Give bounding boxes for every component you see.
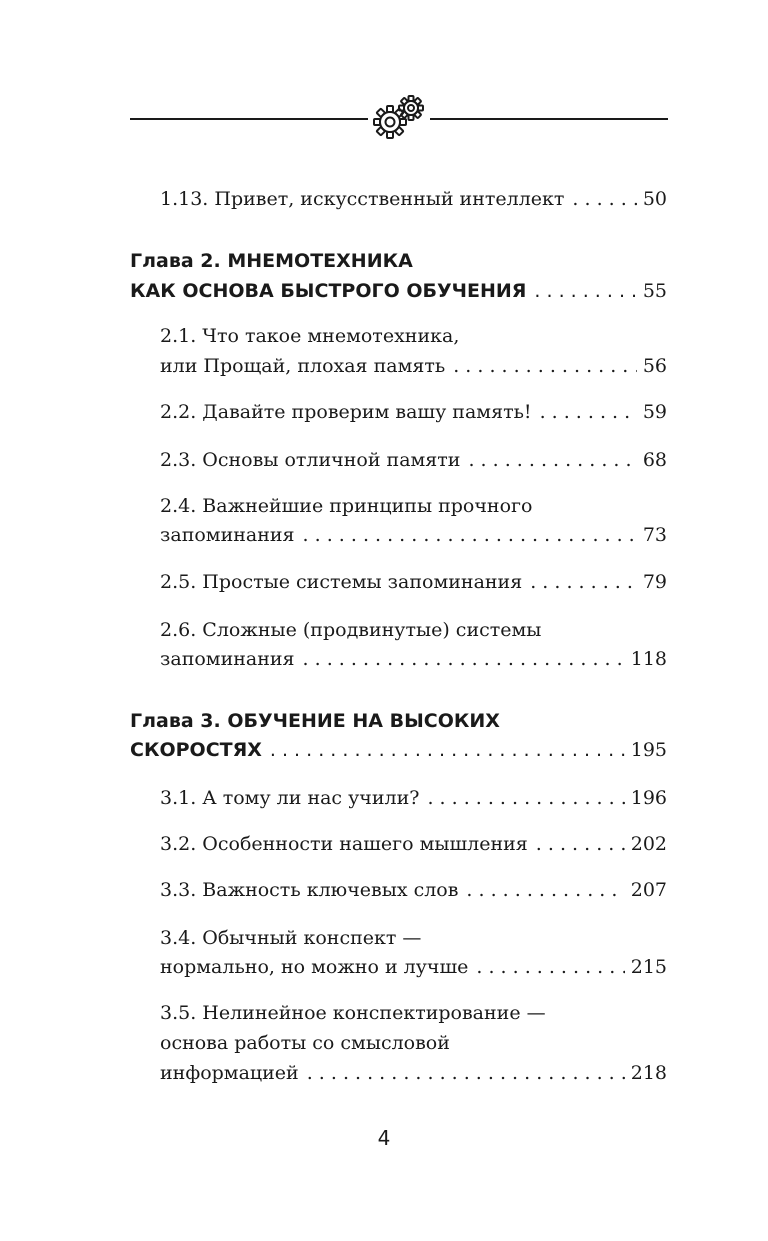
- leader-dots: [307, 1058, 625, 1088]
- header-ornament: [0, 0, 768, 150]
- leader-dots: [476, 952, 624, 982]
- page-ref: 196: [630, 787, 667, 809]
- toc-entry-2-5: 2.5. Простые системы запоминания . . . 79: [160, 567, 667, 597]
- leader-dots: [536, 829, 625, 859]
- page-ref: 215: [630, 956, 667, 978]
- toc-entry-2-4: запоминания . . . 73: [160, 520, 667, 550]
- leader-dots: [427, 783, 624, 813]
- toc-entry-3-2: 3.2. Особенности нашего мышления . . . 202: [160, 829, 667, 859]
- page-ref: 56: [642, 355, 667, 377]
- page-ref: 79: [642, 571, 667, 593]
- gear-icon: [370, 94, 428, 142]
- leader-dots: [303, 520, 637, 550]
- toc-chapter-3-title: Глава 3. ОБУЧЕНИЕ НА ВЫСОКИХ: [130, 710, 500, 732]
- page-ref: 50: [642, 188, 667, 210]
- leader-dots: [530, 567, 637, 597]
- toc-entry-2-1-title: 2.1. Что такое мнемотехника,: [160, 325, 460, 347]
- leader-dots: [270, 735, 625, 765]
- toc-entry-3-1: 3.1. А тому ли нас учили? . . . 196: [160, 783, 667, 813]
- toc-entry-3-3: 3.3. Важность ключевых слов . . . 207: [160, 875, 667, 905]
- ornament-rule-right: [430, 118, 668, 120]
- leader-dots: [466, 875, 624, 905]
- toc-chapter-3: СКОРОСТЯХ . . . 195: [130, 735, 667, 765]
- toc-entry-2-6-title: 2.6. Сложные (продвинутые) системы: [160, 619, 542, 641]
- leader-dots: [572, 184, 636, 214]
- page-ref: 202: [630, 833, 667, 855]
- page-ref: 55: [642, 280, 667, 302]
- leader-dots: [534, 276, 636, 306]
- toc-entry-3-5: информацией . . . 218: [160, 1058, 667, 1088]
- toc-entry-1-13: 1.13. Привет, искусственный интеллект . . . 50: [160, 184, 667, 214]
- page-ref: 68: [642, 449, 667, 471]
- page-ref: 118: [630, 648, 667, 670]
- leader-dots: [303, 644, 625, 674]
- page-number: 4: [377, 1126, 391, 1150]
- page-ref: 207: [630, 879, 667, 901]
- toc-entry-3-4-title: 3.4. Обычный конспект —: [160, 927, 422, 949]
- toc-entry-2-2: 2.2. Давайте проверим вашу память! . . . 59: [160, 397, 667, 427]
- page-ref: 218: [630, 1062, 667, 1084]
- leader-dots: [453, 351, 637, 381]
- toc-entry-3-5-line-2: основа работы со смысловой: [160, 1032, 450, 1054]
- leader-dots: [468, 445, 636, 475]
- ornament-rule-left: [130, 118, 368, 120]
- toc-entry-2-3: 2.3. Основы отличной памяти . . . 68: [160, 445, 667, 475]
- toc-chapter-2: КАК ОСНОВА БЫСТРОГО ОБУЧЕНИЯ . . . 55: [130, 276, 667, 306]
- toc-entry-2-1: или Прощай, плохая память . . . 56: [160, 351, 667, 381]
- toc-entry-2-4-title: 2.4. Важнейшие принципы прочного: [160, 495, 533, 517]
- toc-entry-3-4: нормально, но можно и лучше . . . 215: [160, 952, 667, 982]
- toc-entry-3-5-title: 3.5. Нелинейное конспектирование —: [160, 1002, 546, 1024]
- page-ref: 73: [642, 524, 667, 546]
- page-ref: 59: [642, 401, 667, 423]
- leader-dots: [540, 397, 637, 427]
- toc-chapter-2-title: Глава 2. МНЕМОТЕХНИКА: [130, 250, 413, 272]
- toc-entry-2-6: запоминания . . . 118: [160, 644, 667, 674]
- page-ref: 195: [630, 739, 667, 761]
